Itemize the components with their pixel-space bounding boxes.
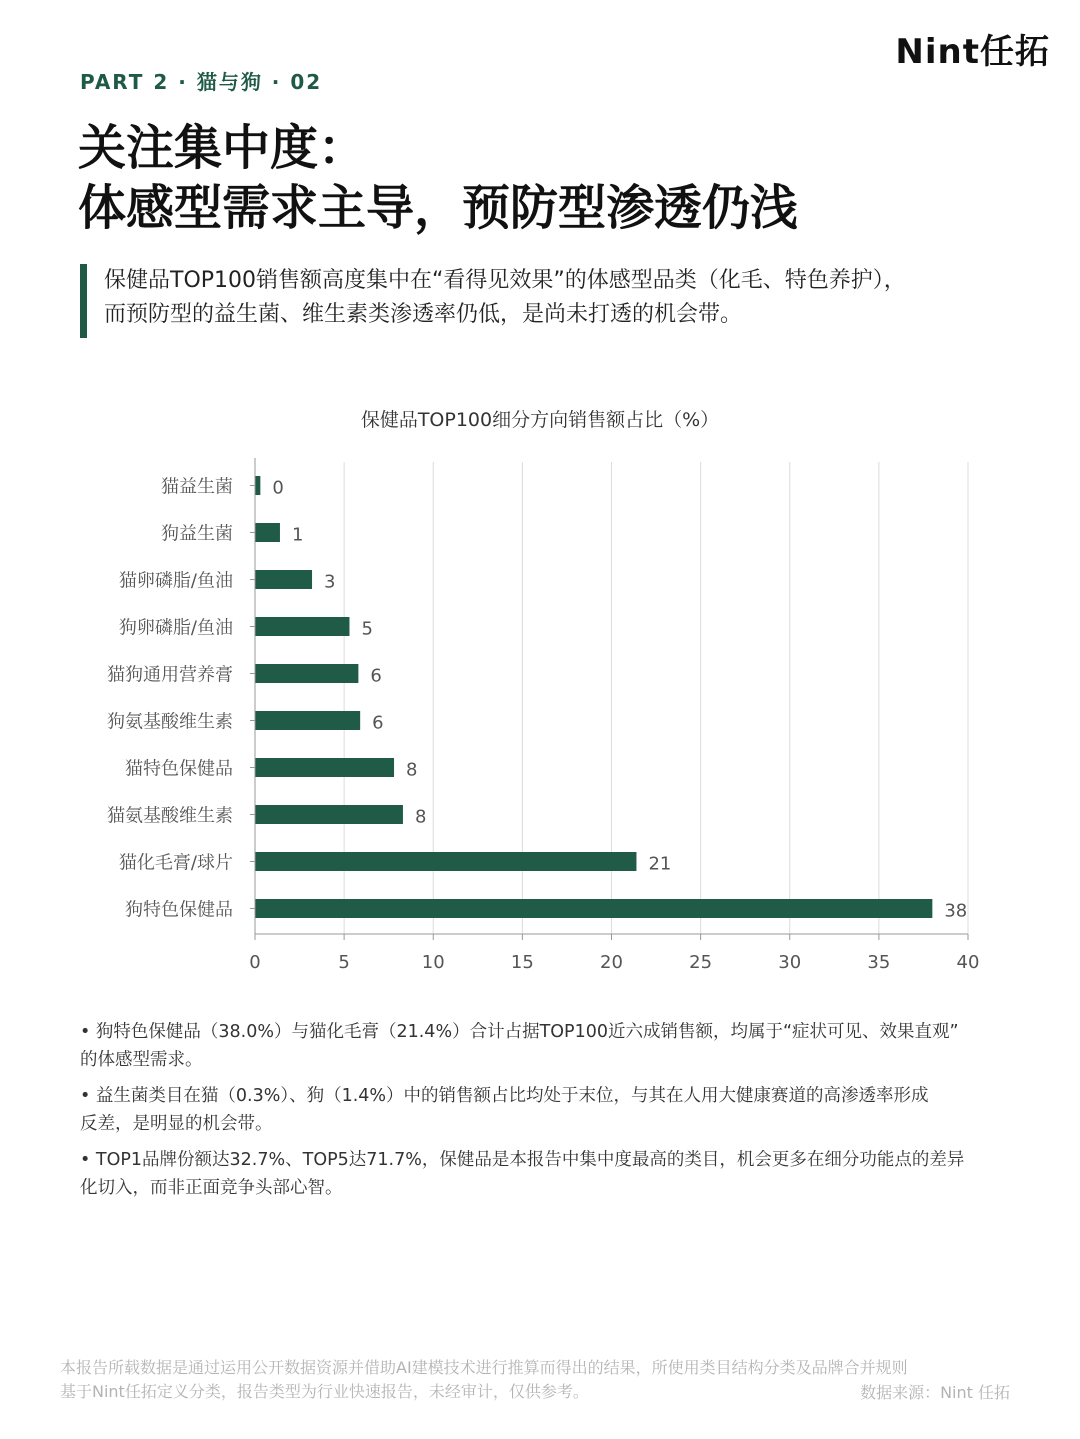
page-title bbox=[78, 118, 798, 238]
lead-line-2: 而预防型的益生菌、维生素类渗透率仍低，是尚未打透的机会带。 bbox=[104, 302, 743, 327]
chart-title: 保健品TOP100细分方向销售额占比（%） bbox=[360, 409, 720, 431]
lead-accent-bar bbox=[80, 264, 87, 338]
data-label: 8 bbox=[406, 759, 418, 781]
data-label: 1 bbox=[291, 524, 304, 546]
category-label: 狗特色保健品 bbox=[125, 899, 233, 921]
data-label: 6 bbox=[370, 665, 382, 687]
data-label: 21 bbox=[648, 853, 672, 875]
data-label: 3 bbox=[324, 571, 336, 593]
x-tick-label: 30 bbox=[778, 952, 802, 973]
category-label: 猫化毛膏/球片 bbox=[118, 852, 233, 874]
bar bbox=[255, 476, 260, 495]
page-title-line-1: 关注集中度： bbox=[78, 120, 367, 176]
bar bbox=[255, 805, 403, 824]
insight-text-line: • 狗特色保健品（38.0%）与猫化毛膏（21.4%）合计占据TOP100近六成销售额，均属于“症状可见、效果直观” bbox=[80, 1022, 959, 1042]
insight-item bbox=[80, 1018, 1010, 1074]
bar bbox=[255, 899, 932, 918]
section-kicker: PART 2 · 猫与狗 · 02 bbox=[80, 70, 323, 94]
x-tick-label: 20 bbox=[600, 952, 623, 973]
data-label: 0 bbox=[272, 477, 284, 499]
lead-paragraph bbox=[104, 264, 1054, 332]
page-title-line-2: 体感型需求主导，预防型渗透仍浅 bbox=[78, 180, 799, 236]
x-tick-label: 0 bbox=[249, 952, 261, 973]
insight-list bbox=[80, 1018, 1010, 1210]
insight-item bbox=[80, 1146, 1010, 1202]
data-source: 数据来源：Nint 任拓 bbox=[860, 1383, 1010, 1402]
disclaimer-line-1: 本报告所载数据是通过运用公开数据资源并借助AI建模技术进行推算而得出的结果，所使用类目结构分类及品牌合并规则 bbox=[60, 1358, 908, 1377]
bar bbox=[255, 664, 358, 683]
insight-text-line: • TOP1品牌份额达32.7%、TOP5达71.7%，保健品是本报告中集中度最高的类目，机会更多在细分功能点的差异 bbox=[80, 1150, 965, 1170]
bar bbox=[255, 617, 349, 636]
category-label: 猫卵磷脂/鱼油 bbox=[118, 570, 233, 592]
brand-logo: Nint任拓 bbox=[895, 32, 1050, 72]
data-label: 8 bbox=[414, 806, 427, 828]
lead-line-1: 保健品TOP100销售额高度集中在“看得见效果”的体感型品类（化毛、特色养护）， bbox=[104, 268, 906, 293]
category-label: 猫狗通用营养膏 bbox=[107, 664, 233, 686]
x-tick-label: 40 bbox=[956, 952, 980, 973]
bar bbox=[255, 711, 360, 730]
x-tick-label: 5 bbox=[338, 952, 350, 973]
bar-chart bbox=[0, 450, 1080, 980]
data-label: 38 bbox=[944, 900, 968, 922]
insight-text-line: 化切入，而非正面竞争头部心智。 bbox=[80, 1178, 343, 1198]
category-label: 狗氨基酸维生素 bbox=[107, 711, 233, 733]
data-label: 5 bbox=[361, 618, 373, 640]
category-label: 狗益生菌 bbox=[161, 523, 233, 545]
x-tick-label: 35 bbox=[867, 952, 891, 973]
bar bbox=[255, 758, 394, 777]
category-label: 狗卵磷脂/鱼油 bbox=[118, 617, 233, 639]
bar bbox=[255, 523, 280, 542]
disclaimer-line-2: 基于Nint任拓定义分类，报告类型为行业快速报告，未经审计，仅供参考。 bbox=[60, 1382, 589, 1401]
insight-text-line: 的体感型需求。 bbox=[80, 1050, 203, 1070]
data-label: 6 bbox=[372, 712, 384, 734]
chart-axis bbox=[107, 458, 979, 973]
x-tick-label: 10 bbox=[421, 952, 445, 973]
bar bbox=[255, 570, 312, 589]
category-label: 猫益生菌 bbox=[161, 476, 233, 498]
insight-text-line: • 益生菌类目在猫（0.3%）、狗（1.4%）中的销售额占比均处于末位，与其在人用大健康赛道的高渗透率形成 bbox=[80, 1086, 929, 1106]
bar bbox=[255, 852, 636, 871]
x-tick-label: 25 bbox=[689, 952, 713, 973]
x-tick-label: 15 bbox=[510, 952, 534, 973]
category-label: 猫氨基酸维生素 bbox=[107, 805, 233, 827]
insight-item bbox=[80, 1082, 1010, 1138]
insight-text-line: 反差，是明显的机会带。 bbox=[80, 1114, 273, 1134]
category-label: 猫特色保健品 bbox=[125, 758, 233, 780]
